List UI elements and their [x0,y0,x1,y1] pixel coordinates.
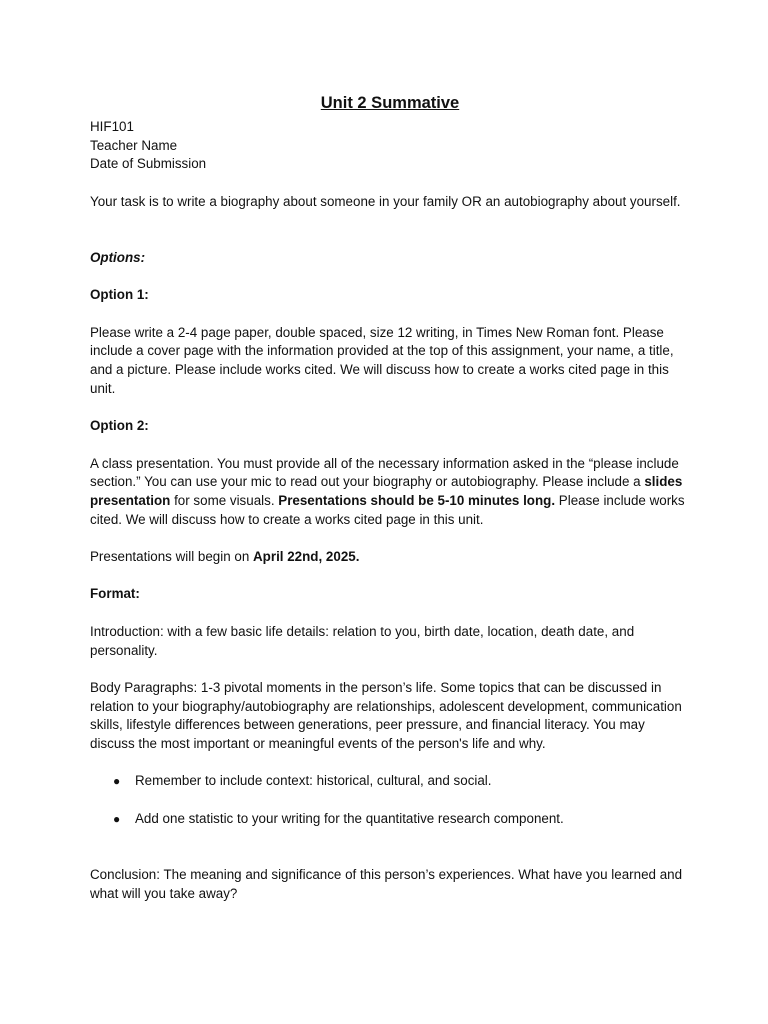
option2-text-2: for some visuals. [170,492,279,508]
list-item-text: Add one statistic to your writing for the quantitative research component. [135,810,564,826]
bullet-icon: ● [113,774,121,789]
bullet-list [90,772,690,828]
presentations-prefix: Presentations will begin on [90,549,254,565]
bullet-icon: ● [113,811,121,826]
option2-bold-duration: Presentations should be 5-10 minutes long. [278,492,556,508]
option2-text-1: A class presentation. You must provide all of the necessary information asked in the “please include section.” You can use your mic to read out your biography or autobiography. Please include a [90,455,679,490]
course-code: HIF101 [90,119,134,134]
presentations-date: April 22nd, 2025. [253,549,360,565]
option2-bold-slides: slides presentation [90,474,683,508]
conclusion-paragraph: Conclusion: The meaning and significance of this person’s experiences. What have you learned and what will you take away? [90,866,683,901]
submission-date: Date of Submission [90,156,207,172]
options-heading: Options: [90,249,146,265]
document-title: Unit 2 Summative [320,94,460,112]
format-heading: Format: [90,586,140,602]
document-page [90,92,690,903]
introduction-paragraph: Introduction: with a few basic life details: relation to you, birth date, location, death date, and personality. [90,623,635,658]
option1-body: Please write a 2-4 page paper, double spaced, size 12 writing, in Times New Roman font. Please include a cover page with the information provided at the top of this assignment, your name, a title, and a picture. Please include works cited. We will discuss how to create a works cited page in this unit. [90,324,674,396]
list-item [113,772,690,791]
option2-body [90,455,690,530]
teacher-name: Teacher Name [90,137,178,153]
option2-heading: Option 2: [90,418,149,434]
task-paragraph: Your task is to write a biography about someone in your family OR an autobiography about yourself. [90,193,681,209]
option2-text-3: Please include works cited. We will discuss how to create a works cited page in this unit. [90,492,685,527]
body-paragraphs-paragraph: Body Paragraphs: 1-3 pivotal moments in the person’s life. Some topics that can be discussed in relation to your biography/autobiography are relationships, adolescent development, communication skills, lifestyle differences between generations, peer pressure, and financial literacy. You may discuss the most important or meaningful events of the person's life and why. [90,679,682,752]
presentations-date-line [90,548,690,567]
list-item-text: Remember to include context: historical, cultural, and social. [135,773,492,789]
option1-heading: Option 1: [90,287,149,303]
list-item [113,810,690,829]
